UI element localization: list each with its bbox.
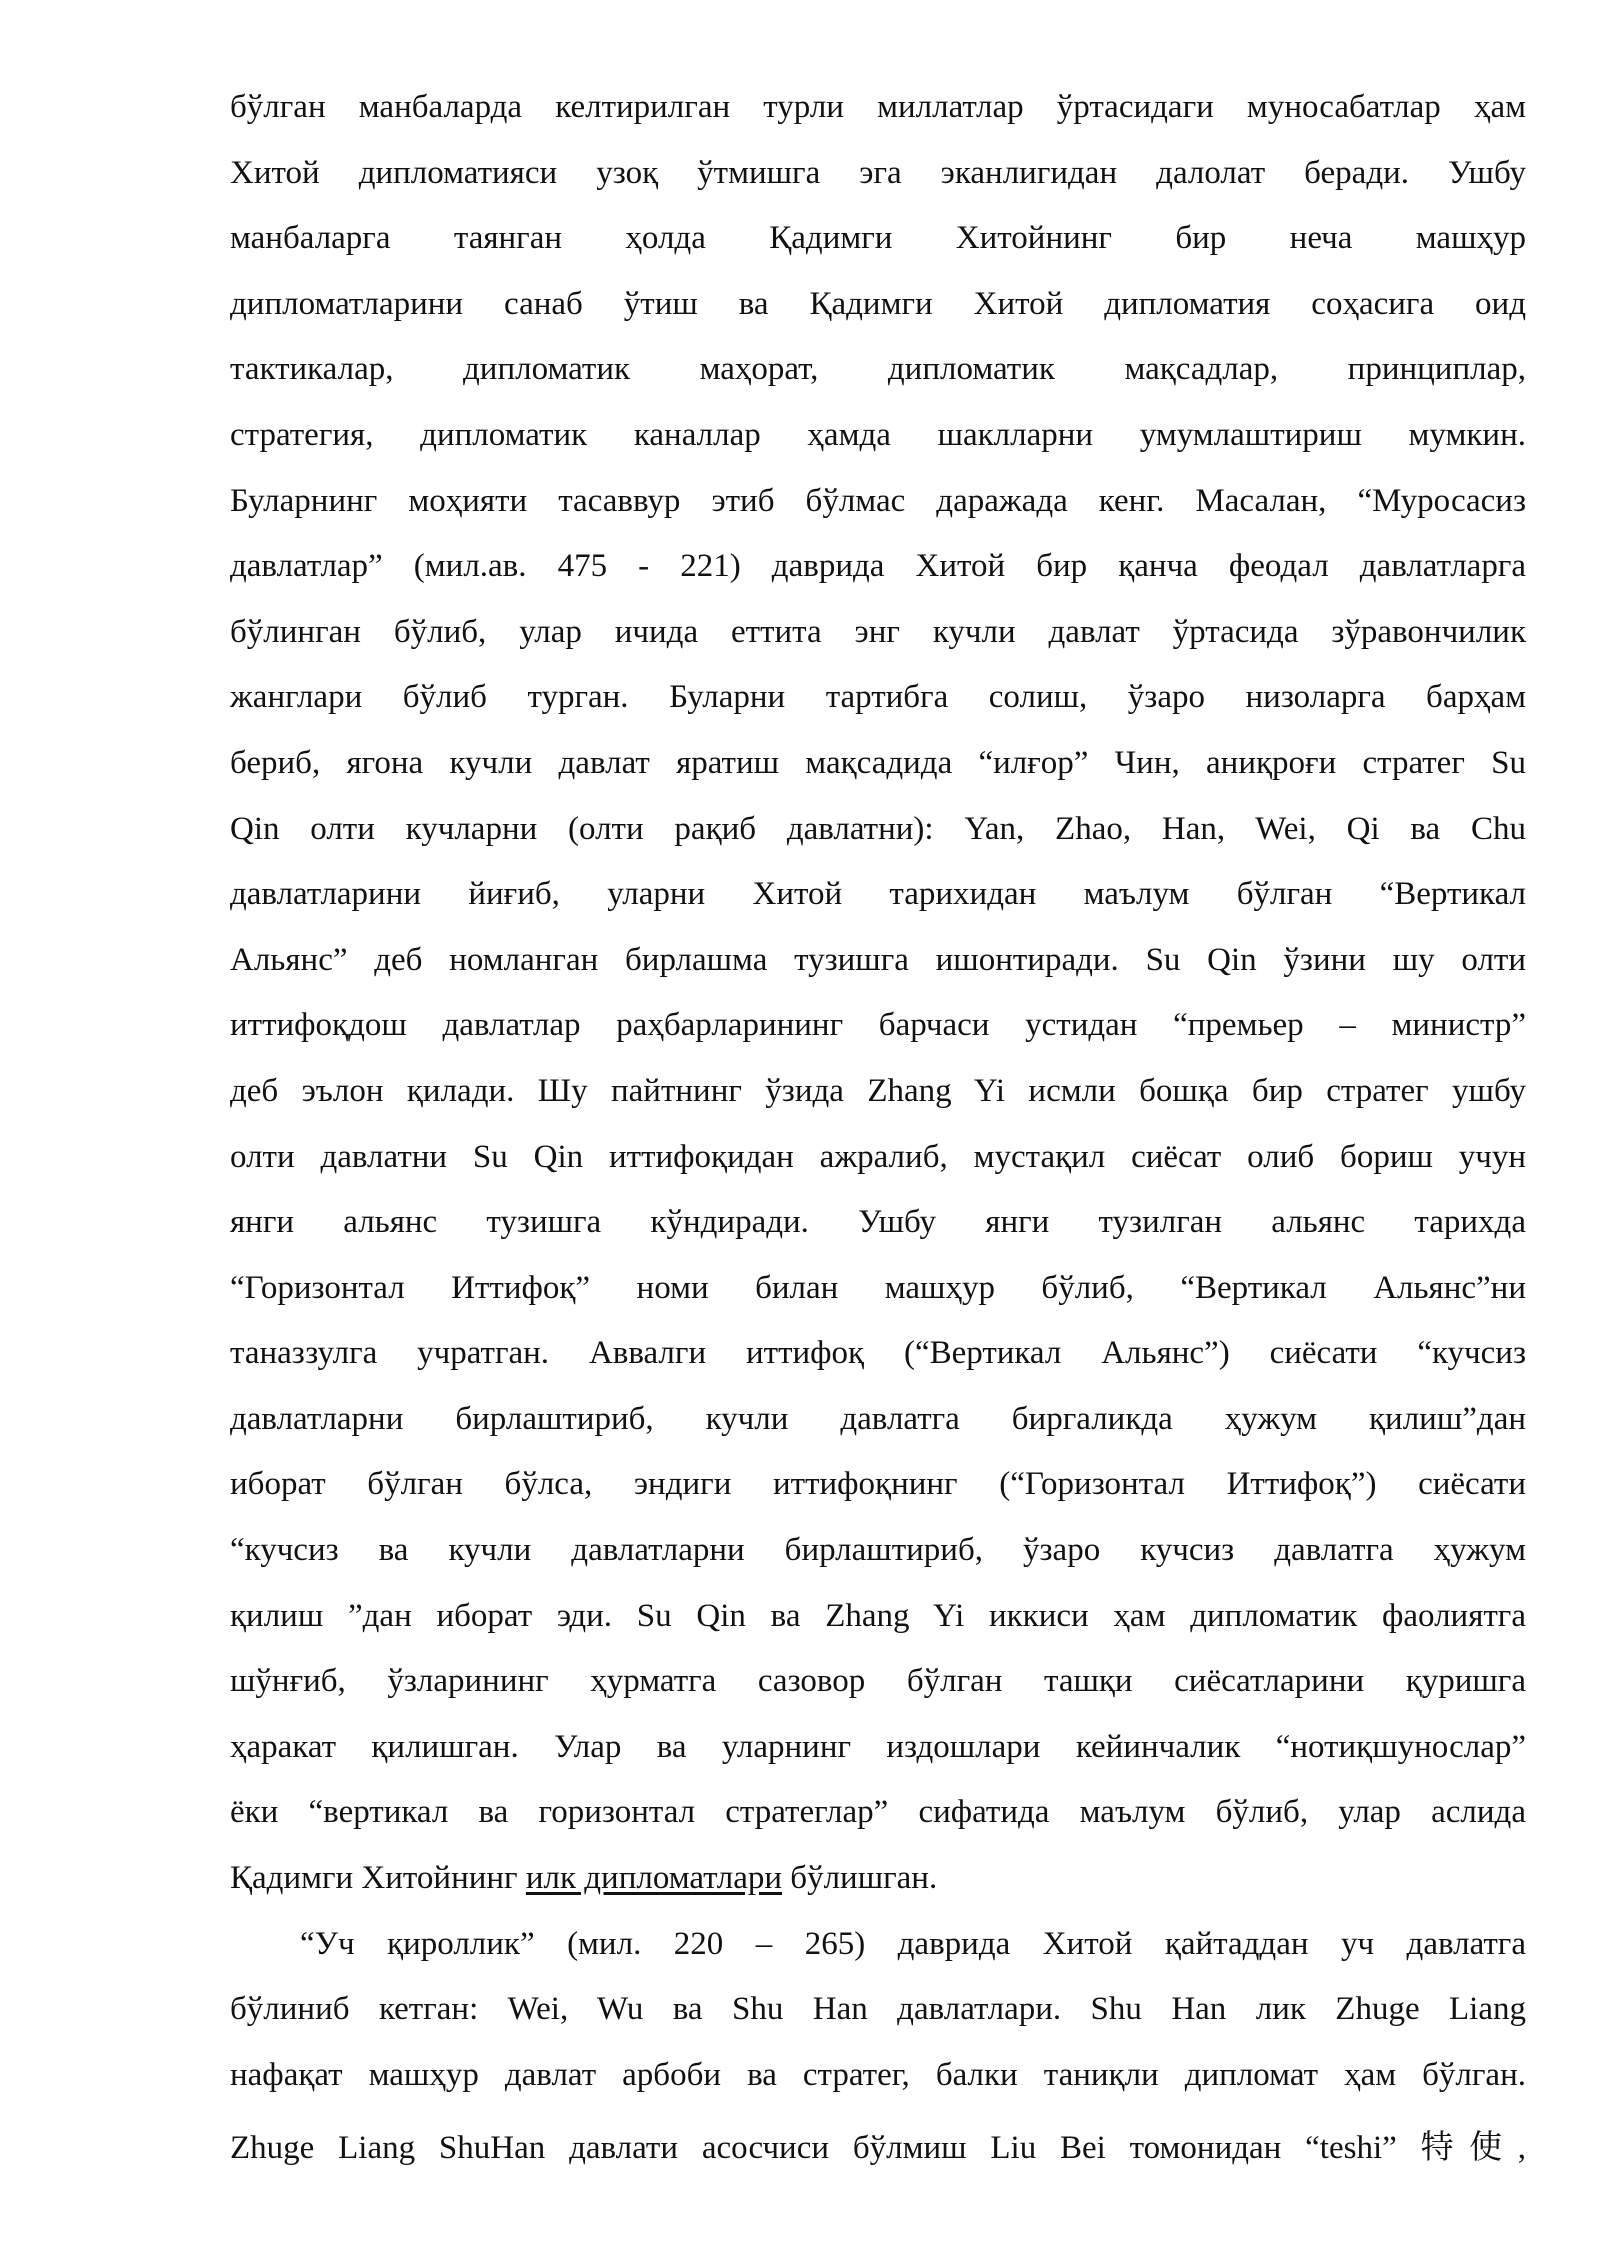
text-line: деб эълон қилади. Шу пайтнинг ўзида Zhang Yi исмли бошқа бир стратег ушбу [230,1072,1526,1109]
paragraph-2 [230,1912,1526,2182]
text-line: ҳаракат қилишган. Улар ва уларнинг издошлари кейинчалик “нотиқшунослар” [230,1728,1526,1765]
text-line: олти давлатни Su Qin иттифоқидан ажралиб, мустақил сиёсат олиб бориш учун [230,1138,1526,1175]
text-line: тактикалар, дипломатик маҳорат, дипломатик мақсадлар, принциплар, [230,351,1526,388]
text-line: ёки “вертикал ва горизонтал стратеглар” сифатида маълум бўлиб, улар аслида [230,1794,1526,1831]
text-line: Буларнинг моҳияти тасаввур этиб бўлмас даражада кенг. Масалан, “Муросасиз [230,482,1526,519]
underlined-term: илк дипломатлари [525,1860,783,1897]
text-segment: Қадимги Хитойнинг [230,1860,526,1897]
text-line: стратегия, дипломатик каналлар ҳамда шаклларни умумлаштириш мумкин. [230,416,1526,453]
text-line: таназзулга учратган. Аввалги иттифоқ (“Вертикал Альянс”) сиёсати “кучсиз [230,1335,1526,1372]
text-line: бериб, ягона кучли давлат яратиш мақсадида “илғор” Чин, аниқроғи стратег Su [230,744,1526,781]
text-line: нафақат машҳур давлат арбоби ва стратег, балки таниқли дипломат ҳам бўлган. [230,2056,1526,2093]
text-line: дипломатларини санаб ўтиш ва Қадимги Хитой дипломатия соҳасига оид [230,285,1526,322]
text-line: бўлиниб кетган: Wei, Wu ва Shu Han давлатлари. Shu Han лик Zhuge Liang [230,1991,1526,2028]
paragraph-1 [230,75,1526,1912]
paragraph-end-line [230,1846,1526,1912]
text-line: манбаларга таянган ҳолда Қадимги Хитойнинг бир неча машҳур [230,220,1526,257]
text-line: Альянс” деб номланган бирлашма тузишга ишонтиради. Su Qin ўзини шу олти [230,941,1526,978]
text-line: шўнғиб, ўзларининг ҳурматга сазовор бўлган ташқи сиёсатларини қуришга [230,1663,1526,1700]
text-line: “кучсиз ва кучли давлатларни бирлаштириб, ўзаро кучсиз давлатга ҳужум [230,1532,1526,1569]
document-page [230,75,1526,2182]
text-line: давлатлар” (мил.ав. 475 - 221) даврида Хитой бир қанча феодал давлатларга [230,548,1526,585]
text-line: қилиш ”дан иборат эди. Su Qin ва Zhang Yi иккиси ҳам дипломатик фаолиятга [230,1597,1526,1634]
text-line: иборат бўлган бўлса, эндиги иттифоқнинг (“Горизонтал Иттифоқ”) сиёсати [230,1466,1526,1503]
text-line: Хитой дипломатияси узоқ ўтмишга эга эканлигидан далолат беради. Ушбу [230,154,1526,191]
text-line: давлатларни бирлаштириб, кучли давлатга биргаликда ҳужум қилиш”дан [230,1400,1526,1437]
text-line: иттифоқдош давлатлар раҳбарларининг барчаси устидан “премьер – министр” [230,1007,1526,1044]
text-line: Zhuge Liang ShuHan давлати асосчиси бўлмиш Liu Bei томонидан “teshi” 特使, [230,2130,1526,2167]
text-line: жанглари бўлиб турган. Буларни тартибга солиш, ўзаро низоларга барҳам [230,679,1526,716]
text-line: “Горизонтал Иттифоқ” номи билан машҳур бўлиб, “Вертикал Альянс”ни [230,1269,1526,1306]
text-line: бўлган манбаларда келтирилган турли миллатлар ўртасидаги муносабатлар ҳам [230,89,1526,125]
text-line: Qin олти кучларни (олти рақиб давлатни): Yan, Zhao, Han, Wei, Qi ва Chu [230,810,1526,847]
text-segment: бўлишган. [782,1860,938,1897]
text-line: янги альянс тузишга кўндиради. Ушбу янги тузилган альянс тарихда [230,1204,1526,1241]
text-line: давлатларини йиғиб, уларни Хитой тарихидан маълум бўлган “Вертикал [230,876,1526,913]
text-line: бўлинган бўлиб, улар ичида еттита энг кучли давлат ўртасида зўравончилик [230,613,1526,650]
text-line: “Уч қироллик” (мил. 220 – 265) даврида Хитой қайтаддан уч давлатга [300,1925,1526,1962]
